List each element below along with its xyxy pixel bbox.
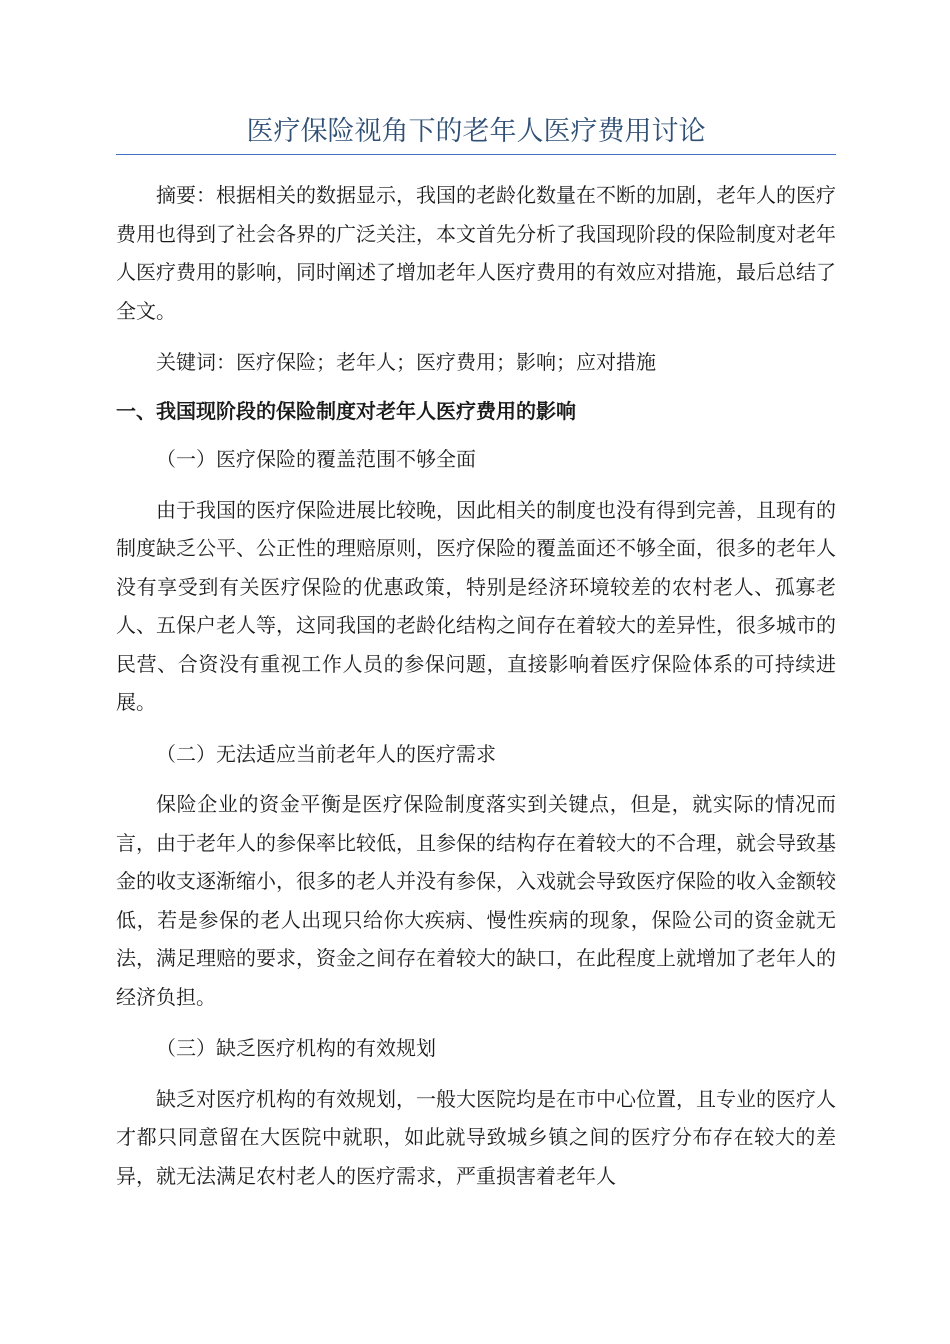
keywords-paragraph: 关键词：医疗保险；老年人；医疗费用；影响；应对措施	[156, 350, 656, 374]
subsection-paragraph-1: 由于我国的医疗保险进展比较晚，因此相关的制度也没有得到完善，且现有的制度缺乏公平、公正性的理赔原则，医疗保险的覆盖面还不够全面，很多的老年人没有享受到有关医疗保险的优惠政策，特别是经济环境较差的农村老人、孤寡老人、五保户老人等，这同我国的老龄化结构之间存在着较大的差异性，很多城市的民营、合资没有重视工作人员的参保问题，直接影响着医疗保险体系的可持续进展。	[116, 497, 836, 714]
subsection-heading-1: （一）医疗保险的覆盖范围不够全面	[156, 447, 476, 471]
document-title: 医疗保险视角下的老年人医疗费用讨论	[246, 116, 706, 147]
section-heading-1: 一、我国现阶段的保险制度对老年人医疗费用的影响	[116, 398, 576, 423]
abstract-paragraph: 摘要：根据相关的数据显示，我国的老龄化数量在不断的加剧，老年人的医疗费用也得到了社会各界的广泛关注，本文首先分析了我国现阶段的保险制度对老年人医疗费用的影响，同时阐述了增加老年人医疗费用的有效应对措施，最后总结了全文。	[116, 183, 836, 323]
subsection-paragraph-2: 保险企业的资金平衡是医疗保险制度落实到关键点，但是，就实际的情况而言，由于老年人的参保率比较低，且参保的结构存在着较大的不合理，就会导致基金的收支逐渐缩小，很多的老人并没有参保，入戏就会导致医疗保险的收入金额较低，若是参保的老人出现只给你大疾病、慢性疾病的现象，保险公司的资金就无法，满足理赔的要求，资金之间存在着较大的缺口，在此程度上就增加了老年人的经济负担。	[116, 792, 836, 1009]
title-underline	[116, 154, 836, 155]
subsection-heading-2: （二）无法适应当前老年人的医疗需求	[156, 741, 496, 766]
subsection-heading-3: （三）缺乏医疗机构的有效规划	[156, 1036, 436, 1060]
subsection-paragraph-3: 缺乏对医疗机构的有效规划，一般大医院均是在市中心位置，且专业的医疗人才都只同意留在大医院中就职，如此就导致城乡镇之间的医疗分布存在较大的差异，就无法满足农村老人的医疗需求，严重损害着老年人	[116, 1086, 836, 1188]
document-body	[116, 176, 836, 1208]
